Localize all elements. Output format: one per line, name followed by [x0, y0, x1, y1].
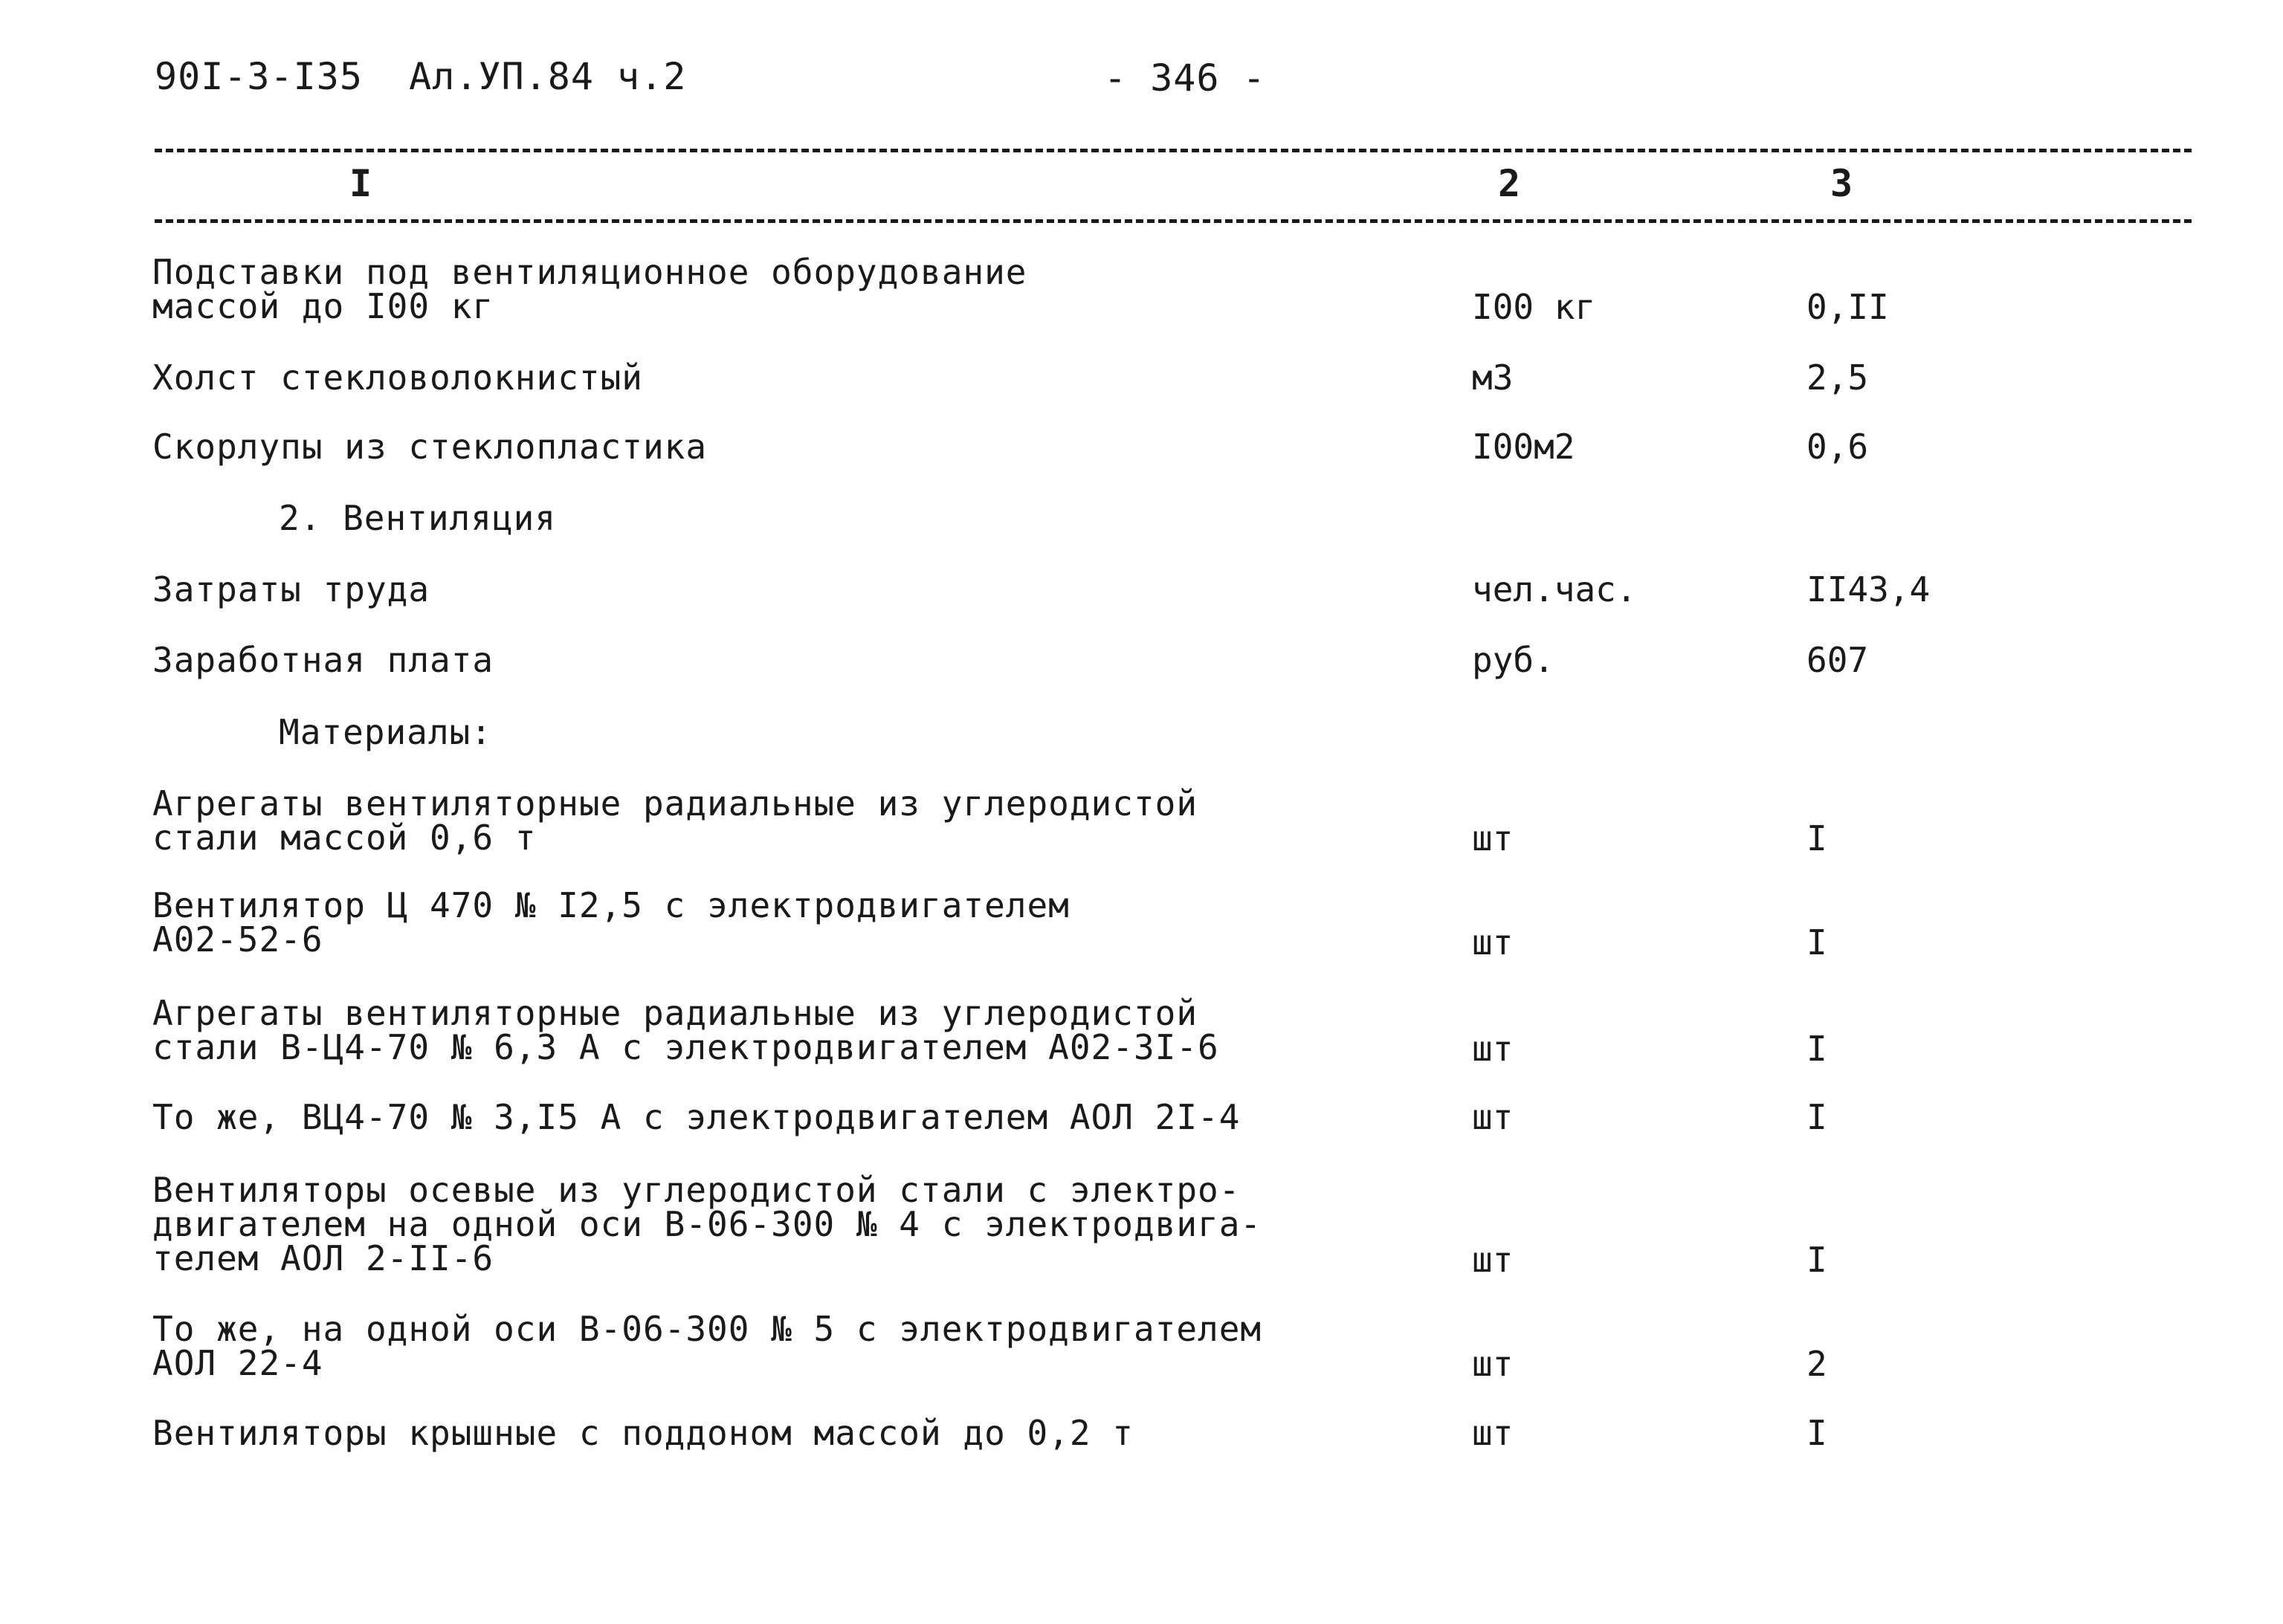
row-value: I	[1806, 1097, 1827, 1137]
row-unit: I00 кг	[1472, 287, 1596, 327]
row-name: То же, ВЦ4-70 № 3,I5 А с электродвигателем АОЛ 2I-4	[152, 1097, 1241, 1137]
row-value: II43,4	[1806, 569, 1931, 609]
row-unit: шт	[1472, 1029, 1514, 1069]
row-name: Вентиляторы крышные с поддоном массой до 0,2 т	[152, 1413, 1134, 1453]
row-name: Холст стекловолокнистый	[152, 358, 643, 398]
row-name: Вентиляторы осевые из углеродистой стали с электро- двигателем на одной оси В-06-300 № 4 с электродвига- телем АОЛ 2-II-6	[152, 1170, 1262, 1278]
row-unit: шт	[1472, 1344, 1514, 1384]
row-unit: м3	[1472, 358, 1514, 398]
column-header-1: I	[349, 162, 372, 205]
row-name: То же, на одной оси В-06-300 № 5 с электродвигателем АОЛ 22-4	[152, 1309, 1262, 1383]
row-name: Затраты труда	[152, 569, 430, 609]
row-value: I	[1806, 1240, 1827, 1280]
row-value: I	[1806, 922, 1827, 963]
row-unit: руб.	[1472, 640, 1554, 680]
section-heading: 2. Вентиляция	[279, 498, 557, 538]
row-name: Вентилятор Ц 470 № I2,5 с электродвигателем А02-52-6	[152, 885, 1070, 960]
row-name: Агрегаты вентиляторные радиальные из углеродистой стали В-Ц4-70 № 6,3 А с электродвигателем А02-3I-6	[152, 993, 1219, 1067]
row-value: 2,5	[1806, 358, 1869, 398]
row-unit: шт	[1472, 1097, 1514, 1137]
row-unit: шт	[1472, 1413, 1514, 1453]
page-number: - 346 -	[1104, 56, 1266, 100]
row-value: I	[1806, 1413, 1827, 1453]
row-name: Скорлупы из стеклопластика	[152, 427, 708, 467]
section-heading: Материалы:	[279, 712, 492, 752]
row-value: 0,II	[1806, 287, 1889, 327]
row-unit: чел.час.	[1472, 569, 1637, 609]
row-name: Подставки под вентиляционное оборудование массой до I00 кг	[152, 252, 1027, 326]
row-unit: шт	[1472, 818, 1514, 858]
document-code: 90I-3-I35 Ал.УП.84 ч.2	[155, 55, 687, 98]
header-bottom-dashed-rule	[155, 219, 2192, 223]
row-unit: шт	[1472, 922, 1514, 963]
column-header-2: 2	[1498, 162, 1521, 205]
row-value: I	[1806, 1029, 1827, 1069]
row-value: 607	[1806, 640, 1869, 680]
row-unit: шт	[1472, 1240, 1514, 1280]
top-dashed-rule	[155, 149, 2192, 152]
row-value: 2	[1806, 1344, 1827, 1384]
row-name: Заработная плата	[152, 640, 494, 680]
column-header-3: 3	[1830, 162, 1853, 205]
row-name: Агрегаты вентиляторные радиальные из углеродистой стали массой 0,6 т	[152, 783, 1198, 858]
row-value: I	[1806, 818, 1827, 858]
row-value: 0,6	[1806, 427, 1869, 467]
row-unit: I00м2	[1472, 427, 1575, 467]
